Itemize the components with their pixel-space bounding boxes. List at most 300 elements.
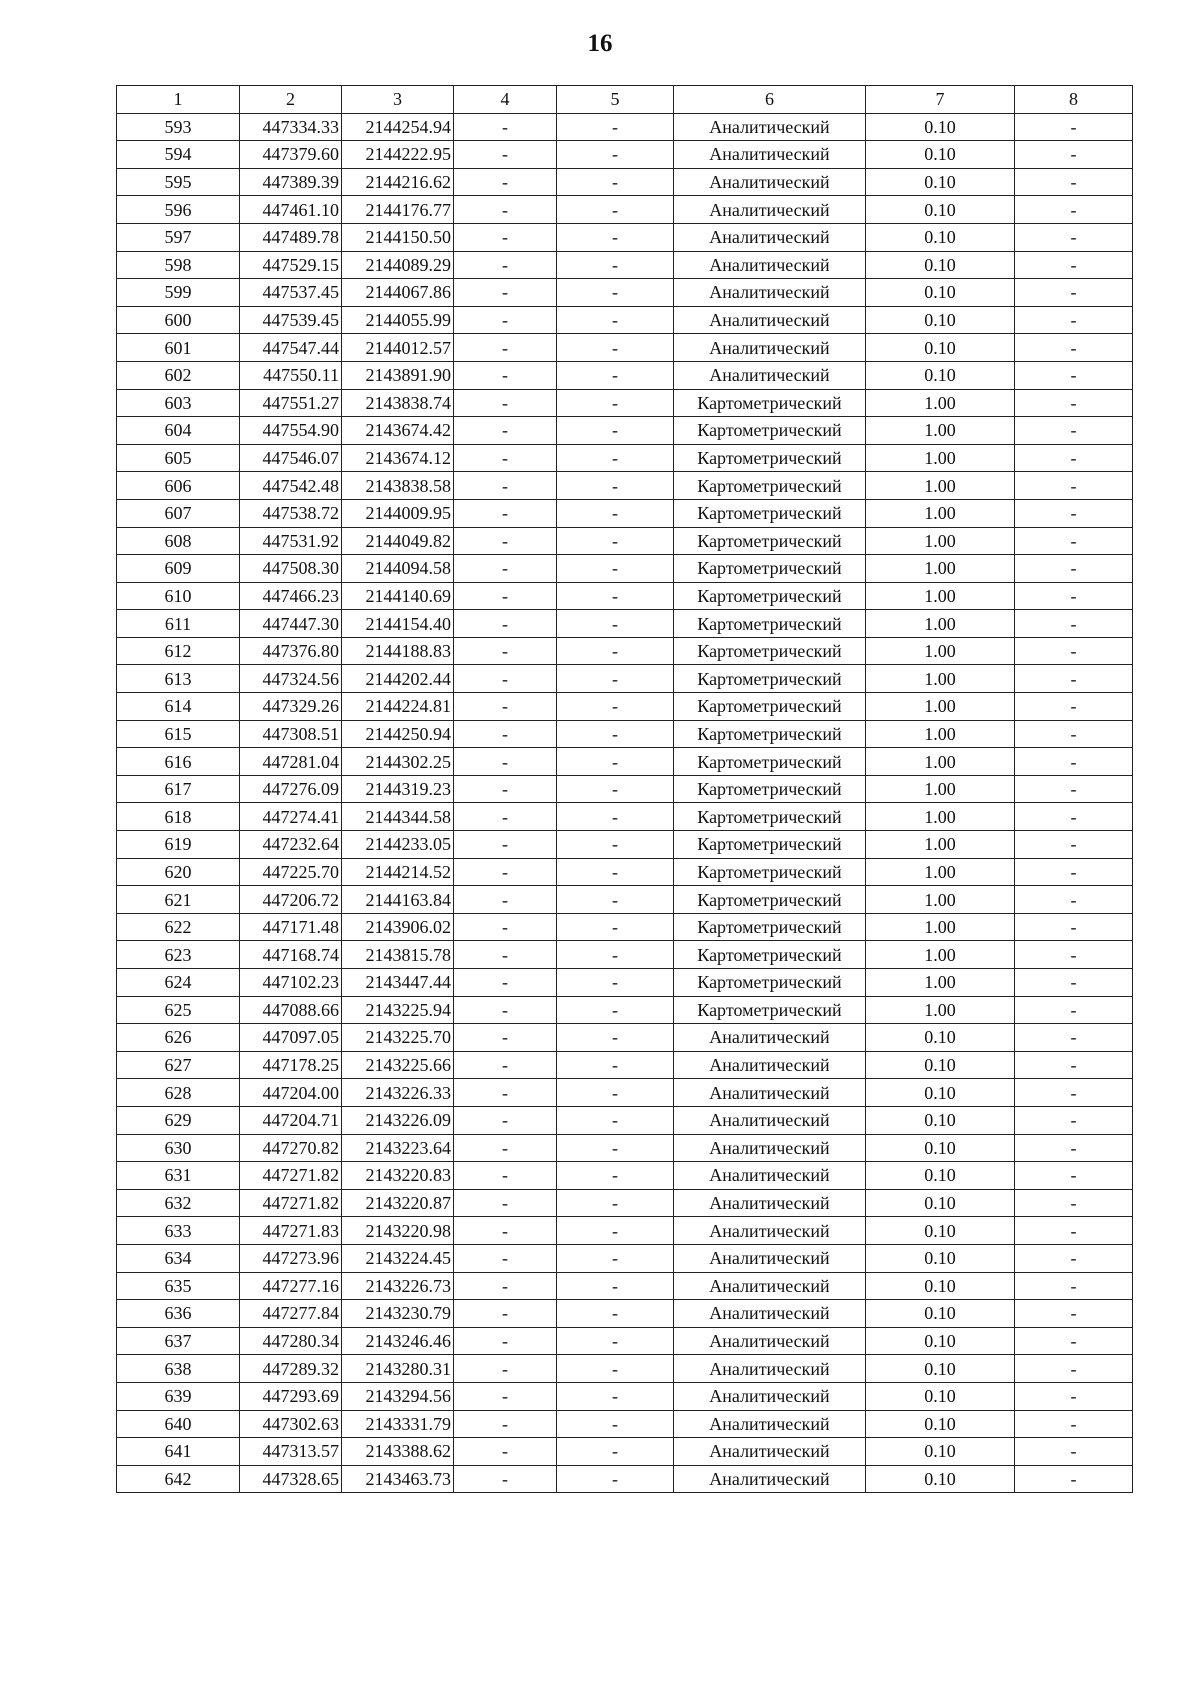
table-cell: 604 xyxy=(117,417,240,445)
table-cell: 0.10 xyxy=(866,251,1015,279)
table-cell: Картометрический xyxy=(674,886,866,914)
table-row xyxy=(117,582,1133,610)
table-cell: 635 xyxy=(117,1272,240,1300)
table-cell: 601 xyxy=(117,334,240,362)
table-cell: 447531.92 xyxy=(240,527,342,555)
table-cell: Аналитический xyxy=(674,251,866,279)
column-header: 8 xyxy=(1015,86,1133,114)
table-cell: Картометрический xyxy=(674,472,866,500)
table-cell: 612 xyxy=(117,637,240,665)
table-cell: Картометрический xyxy=(674,417,866,445)
table-row xyxy=(117,472,1133,500)
table-cell: 2143838.74 xyxy=(342,389,454,417)
table-cell: Картометрический xyxy=(674,693,866,721)
table-cell: 1.00 xyxy=(866,417,1015,445)
coordinates-table xyxy=(116,85,1133,1493)
table-cell: - xyxy=(1015,803,1133,831)
table-cell: 447097.05 xyxy=(240,1024,342,1052)
table-cell: - xyxy=(454,113,557,141)
table-row xyxy=(117,1189,1133,1217)
table-cell: - xyxy=(1015,1051,1133,1079)
table-cell: 0.10 xyxy=(866,361,1015,389)
table-cell: 447204.71 xyxy=(240,1106,342,1134)
table-cell: - xyxy=(454,1438,557,1466)
table-cell: - xyxy=(557,941,674,969)
table-cell: 1.00 xyxy=(866,913,1015,941)
table-cell: - xyxy=(454,969,557,997)
table-cell: 2144009.95 xyxy=(342,499,454,527)
table-cell: 2143226.09 xyxy=(342,1106,454,1134)
table-cell: 608 xyxy=(117,527,240,555)
table-cell: Картометрический xyxy=(674,665,866,693)
table-cell: 447329.26 xyxy=(240,693,342,721)
table-cell: Аналитический xyxy=(674,1134,866,1162)
table-cell: 2144150.50 xyxy=(342,223,454,251)
table-cell: - xyxy=(454,555,557,583)
table-cell: 447204.00 xyxy=(240,1079,342,1107)
table-cell: 637 xyxy=(117,1327,240,1355)
table-cell: 1.00 xyxy=(866,665,1015,693)
table-cell: 447389.39 xyxy=(240,168,342,196)
table-cell: Аналитический xyxy=(674,1244,866,1272)
table-cell: - xyxy=(1015,361,1133,389)
table-row xyxy=(117,610,1133,638)
table-row xyxy=(117,1244,1133,1272)
table-cell: 2144233.05 xyxy=(342,831,454,859)
table-cell: 2144176.77 xyxy=(342,196,454,224)
table-row xyxy=(117,389,1133,417)
table-cell: - xyxy=(454,693,557,721)
table-cell: - xyxy=(557,1162,674,1190)
table-cell: 1.00 xyxy=(866,748,1015,776)
table-cell: - xyxy=(557,196,674,224)
table-row xyxy=(117,1106,1133,1134)
table-cell: - xyxy=(557,858,674,886)
table-cell: 2144188.83 xyxy=(342,637,454,665)
table-cell: 620 xyxy=(117,858,240,886)
table-cell: Аналитический xyxy=(674,279,866,307)
table-cell: - xyxy=(557,996,674,1024)
table-cell: 2143225.66 xyxy=(342,1051,454,1079)
table-cell: 447281.04 xyxy=(240,748,342,776)
table-cell: 447302.63 xyxy=(240,1410,342,1438)
table-cell: 632 xyxy=(117,1189,240,1217)
table-cell: 2143294.56 xyxy=(342,1382,454,1410)
table-cell: 2143224.45 xyxy=(342,1244,454,1272)
table-cell: - xyxy=(1015,527,1133,555)
table-cell: 2144319.23 xyxy=(342,775,454,803)
table-cell: 447379.60 xyxy=(240,141,342,169)
table-cell: 634 xyxy=(117,1244,240,1272)
table-cell: - xyxy=(557,389,674,417)
table-cell: 2143815.78 xyxy=(342,941,454,969)
table-cell: 447334.33 xyxy=(240,113,342,141)
table-cell: 2143674.42 xyxy=(342,417,454,445)
page-number: 16 xyxy=(587,30,613,57)
table-cell: 447168.74 xyxy=(240,941,342,969)
table-cell: - xyxy=(1015,1355,1133,1383)
table-cell: Аналитический xyxy=(674,334,866,362)
table-cell: 0.10 xyxy=(866,1438,1015,1466)
table-row xyxy=(117,775,1133,803)
table-cell: 2143246.46 xyxy=(342,1327,454,1355)
table-cell: 447546.07 xyxy=(240,444,342,472)
table-cell: - xyxy=(1015,582,1133,610)
table-cell: Картометрический xyxy=(674,389,866,417)
table-cell: - xyxy=(557,251,674,279)
table-row xyxy=(117,444,1133,472)
table-row xyxy=(117,720,1133,748)
table-cell: - xyxy=(1015,1162,1133,1190)
table-cell: 2144224.81 xyxy=(342,693,454,721)
table-cell: - xyxy=(557,1438,674,1466)
table-cell: - xyxy=(1015,748,1133,776)
table-cell: Аналитический xyxy=(674,196,866,224)
table-cell: - xyxy=(557,610,674,638)
table-cell: 2143225.70 xyxy=(342,1024,454,1052)
table-cell: - xyxy=(1015,113,1133,141)
table-row xyxy=(117,1024,1133,1052)
table-cell: - xyxy=(557,886,674,914)
table-row xyxy=(117,886,1133,914)
table-row xyxy=(117,1327,1133,1355)
table-cell: - xyxy=(454,582,557,610)
table-cell: Картометрический xyxy=(674,858,866,886)
table-body xyxy=(117,113,1133,1493)
table-cell: 2144154.40 xyxy=(342,610,454,638)
table-cell: 2143225.94 xyxy=(342,996,454,1024)
table-cell: - xyxy=(454,444,557,472)
table-cell: Картометрический xyxy=(674,913,866,941)
table-cell: - xyxy=(454,1382,557,1410)
table-cell: 618 xyxy=(117,803,240,831)
table-cell: - xyxy=(454,527,557,555)
table-cell: 0.10 xyxy=(866,1189,1015,1217)
table-cell: 447271.82 xyxy=(240,1189,342,1217)
table-cell: - xyxy=(1015,775,1133,803)
table-cell: Аналитический xyxy=(674,1162,866,1190)
table-cell: - xyxy=(557,1465,674,1493)
table-row xyxy=(117,637,1133,665)
table-cell: - xyxy=(1015,141,1133,169)
table-cell: - xyxy=(1015,472,1133,500)
table-cell: 609 xyxy=(117,555,240,583)
table-cell: - xyxy=(557,361,674,389)
table-cell: 603 xyxy=(117,389,240,417)
table-cell: 447225.70 xyxy=(240,858,342,886)
table-cell: - xyxy=(1015,1079,1133,1107)
table-cell: Аналитический xyxy=(674,1465,866,1493)
table-cell: - xyxy=(557,748,674,776)
table-cell: 447274.41 xyxy=(240,803,342,831)
table-cell: - xyxy=(1015,1465,1133,1493)
table-cell: 636 xyxy=(117,1300,240,1328)
table-cell: - xyxy=(557,168,674,196)
table-cell: 447550.11 xyxy=(240,361,342,389)
table-cell: - xyxy=(1015,499,1133,527)
table-cell: Картометрический xyxy=(674,499,866,527)
table-cell: 631 xyxy=(117,1162,240,1190)
table-cell: 593 xyxy=(117,113,240,141)
table-cell: 633 xyxy=(117,1217,240,1245)
table-cell: - xyxy=(1015,1382,1133,1410)
table-cell: 0.10 xyxy=(866,1272,1015,1300)
table-cell: Аналитический xyxy=(674,306,866,334)
table-cell: 600 xyxy=(117,306,240,334)
table-cell: 2143331.79 xyxy=(342,1410,454,1438)
table-cell: - xyxy=(557,472,674,500)
table-cell: 447554.90 xyxy=(240,417,342,445)
table-row xyxy=(117,941,1133,969)
table-cell: 1.00 xyxy=(866,831,1015,859)
table-cell: - xyxy=(454,996,557,1024)
table-cell: - xyxy=(1015,693,1133,721)
table-cell: 615 xyxy=(117,720,240,748)
table-cell: 641 xyxy=(117,1438,240,1466)
table-row xyxy=(117,1079,1133,1107)
table-cell: 0.10 xyxy=(866,334,1015,362)
table-cell: - xyxy=(1015,196,1133,224)
table-row xyxy=(117,527,1133,555)
table-row xyxy=(117,1217,1133,1245)
table-cell: - xyxy=(1015,417,1133,445)
table-cell: 595 xyxy=(117,168,240,196)
table-cell: - xyxy=(1015,1217,1133,1245)
table-cell: - xyxy=(1015,1300,1133,1328)
table-row xyxy=(117,1272,1133,1300)
table-cell: - xyxy=(454,1051,557,1079)
table-cell: - xyxy=(454,361,557,389)
table-cell: - xyxy=(454,1355,557,1383)
table-cell: Аналитический xyxy=(674,113,866,141)
table-cell: - xyxy=(454,941,557,969)
table-cell: 2144250.94 xyxy=(342,720,454,748)
table-cell: 447271.83 xyxy=(240,1217,342,1245)
table-row xyxy=(117,306,1133,334)
table-cell: 0.10 xyxy=(866,1217,1015,1245)
table-cell: 1.00 xyxy=(866,610,1015,638)
table-row xyxy=(117,279,1133,307)
table-cell: 0.10 xyxy=(866,1355,1015,1383)
column-header: 4 xyxy=(454,86,557,114)
table-cell: 606 xyxy=(117,472,240,500)
table-cell: Аналитический xyxy=(674,1438,866,1466)
table-cell: - xyxy=(557,141,674,169)
table-cell: 2144049.82 xyxy=(342,527,454,555)
table-cell: - xyxy=(454,279,557,307)
table-cell: 2144302.25 xyxy=(342,748,454,776)
table-cell: 2143891.90 xyxy=(342,361,454,389)
table-cell: - xyxy=(454,1465,557,1493)
table-cell: - xyxy=(454,858,557,886)
table-cell: 2143220.87 xyxy=(342,1189,454,1217)
table-cell: 2143463.73 xyxy=(342,1465,454,1493)
table-cell: - xyxy=(454,472,557,500)
table-cell: 447271.82 xyxy=(240,1162,342,1190)
table-row xyxy=(117,969,1133,997)
table-cell: - xyxy=(557,527,674,555)
table-cell: - xyxy=(557,969,674,997)
table-cell: 1.00 xyxy=(866,582,1015,610)
table-cell: 2143280.31 xyxy=(342,1355,454,1383)
table-cell: Аналитический xyxy=(674,1024,866,1052)
table-cell: 2144055.99 xyxy=(342,306,454,334)
table-cell: Аналитический xyxy=(674,141,866,169)
table-cell: Аналитический xyxy=(674,1382,866,1410)
table-cell: 2144254.94 xyxy=(342,113,454,141)
table-cell: 447206.72 xyxy=(240,886,342,914)
table-cell: 627 xyxy=(117,1051,240,1079)
table-cell: Аналитический xyxy=(674,1272,866,1300)
table-cell: - xyxy=(1015,1244,1133,1272)
table-cell: - xyxy=(557,1189,674,1217)
table-row xyxy=(117,196,1133,224)
table-cell: - xyxy=(557,444,674,472)
table-cell: 1.00 xyxy=(866,693,1015,721)
table-cell: Аналитический xyxy=(674,1079,866,1107)
table-cell: 447270.82 xyxy=(240,1134,342,1162)
table-row xyxy=(117,693,1133,721)
table-cell: 1.00 xyxy=(866,886,1015,914)
table-cell: 638 xyxy=(117,1355,240,1383)
table-cell: - xyxy=(454,831,557,859)
table-row xyxy=(117,1355,1133,1383)
table-cell: - xyxy=(454,141,557,169)
table-row xyxy=(117,913,1133,941)
table-cell: - xyxy=(1015,610,1133,638)
table-row xyxy=(117,361,1133,389)
table-cell: Картометрический xyxy=(674,748,866,776)
table-cell: 447088.66 xyxy=(240,996,342,1024)
table-cell: - xyxy=(454,886,557,914)
table-cell: - xyxy=(454,1106,557,1134)
table-cell: 2143388.62 xyxy=(342,1438,454,1466)
table-cell: - xyxy=(454,1272,557,1300)
table-cell: 447551.27 xyxy=(240,389,342,417)
table-cell: - xyxy=(1015,306,1133,334)
table-cell: - xyxy=(557,223,674,251)
table-cell: 625 xyxy=(117,996,240,1024)
table-cell: - xyxy=(454,1244,557,1272)
table-cell: 447308.51 xyxy=(240,720,342,748)
table-cell: 2144202.44 xyxy=(342,665,454,693)
table-cell: - xyxy=(454,223,557,251)
table-cell: 447489.78 xyxy=(240,223,342,251)
column-header: 5 xyxy=(557,86,674,114)
table-cell: Аналитический xyxy=(674,1051,866,1079)
table-cell: 2143226.73 xyxy=(342,1272,454,1300)
table-cell: Аналитический xyxy=(674,1217,866,1245)
table-cell: - xyxy=(557,306,674,334)
table-cell: - xyxy=(557,1244,674,1272)
table-cell: - xyxy=(1015,168,1133,196)
table-cell: - xyxy=(1015,1024,1133,1052)
table-cell: - xyxy=(557,417,674,445)
table-cell: - xyxy=(1015,1327,1133,1355)
table-cell: Картометрический xyxy=(674,610,866,638)
table-cell: - xyxy=(557,831,674,859)
table-cell: 607 xyxy=(117,499,240,527)
table-cell: 624 xyxy=(117,969,240,997)
column-header: 2 xyxy=(240,86,342,114)
table-cell: 1.00 xyxy=(866,720,1015,748)
table-row xyxy=(117,1465,1133,1493)
table-cell: - xyxy=(454,196,557,224)
table-cell: Картометрический xyxy=(674,582,866,610)
table-cell: - xyxy=(557,1355,674,1383)
table-cell: Аналитический xyxy=(674,1300,866,1328)
table-cell: - xyxy=(557,582,674,610)
table-cell: - xyxy=(557,775,674,803)
table-cell: - xyxy=(557,637,674,665)
table-cell: 1.00 xyxy=(866,555,1015,583)
table-cell: 1.00 xyxy=(866,996,1015,1024)
table-cell: - xyxy=(1015,334,1133,362)
table-cell: 0.10 xyxy=(866,113,1015,141)
table-cell: 614 xyxy=(117,693,240,721)
table-cell: - xyxy=(1015,1106,1133,1134)
table-cell: Аналитический xyxy=(674,1106,866,1134)
table-cell: - xyxy=(454,334,557,362)
table-cell: - xyxy=(557,693,674,721)
table-cell: 447539.45 xyxy=(240,306,342,334)
table-cell: 2143838.58 xyxy=(342,472,454,500)
table-row xyxy=(117,417,1133,445)
table-cell: 2143230.79 xyxy=(342,1300,454,1328)
table-cell: Картометрический xyxy=(674,803,866,831)
table-cell: 605 xyxy=(117,444,240,472)
table-cell: - xyxy=(454,610,557,638)
table-cell: - xyxy=(454,1079,557,1107)
table-cell: 617 xyxy=(117,775,240,803)
table-cell: - xyxy=(454,1410,557,1438)
table-cell: 630 xyxy=(117,1134,240,1162)
table-cell: - xyxy=(454,306,557,334)
table-cell: 447447.30 xyxy=(240,610,342,638)
table-row xyxy=(117,803,1133,831)
table-cell: Картометрический xyxy=(674,969,866,997)
table-cell: Аналитический xyxy=(674,1410,866,1438)
table-cell: - xyxy=(1015,1438,1133,1466)
table-cell: 1.00 xyxy=(866,444,1015,472)
table-cell: - xyxy=(1015,720,1133,748)
table-cell: 0.10 xyxy=(866,223,1015,251)
table-cell: - xyxy=(454,1134,557,1162)
table-cell: - xyxy=(557,665,674,693)
table-cell: Картометрический xyxy=(674,996,866,1024)
table-cell: 2144214.52 xyxy=(342,858,454,886)
table-cell: - xyxy=(1015,389,1133,417)
table-cell: 0.10 xyxy=(866,1410,1015,1438)
table-cell: 447313.57 xyxy=(240,1438,342,1466)
table-row xyxy=(117,858,1133,886)
column-header: 3 xyxy=(342,86,454,114)
table-cell: 0.10 xyxy=(866,1382,1015,1410)
table-cell: 2144012.57 xyxy=(342,334,454,362)
table-cell: - xyxy=(454,803,557,831)
table-cell: - xyxy=(454,499,557,527)
table-cell: 626 xyxy=(117,1024,240,1052)
table-cell: 447273.96 xyxy=(240,1244,342,1272)
table-cell: 2143220.98 xyxy=(342,1217,454,1245)
table-row xyxy=(117,1051,1133,1079)
table-cell: 628 xyxy=(117,1079,240,1107)
table-cell: 629 xyxy=(117,1106,240,1134)
table-cell: Картометрический xyxy=(674,555,866,583)
table-cell: Картометрический xyxy=(674,637,866,665)
table-cell: 447171.48 xyxy=(240,913,342,941)
table-header-row xyxy=(117,86,1133,114)
